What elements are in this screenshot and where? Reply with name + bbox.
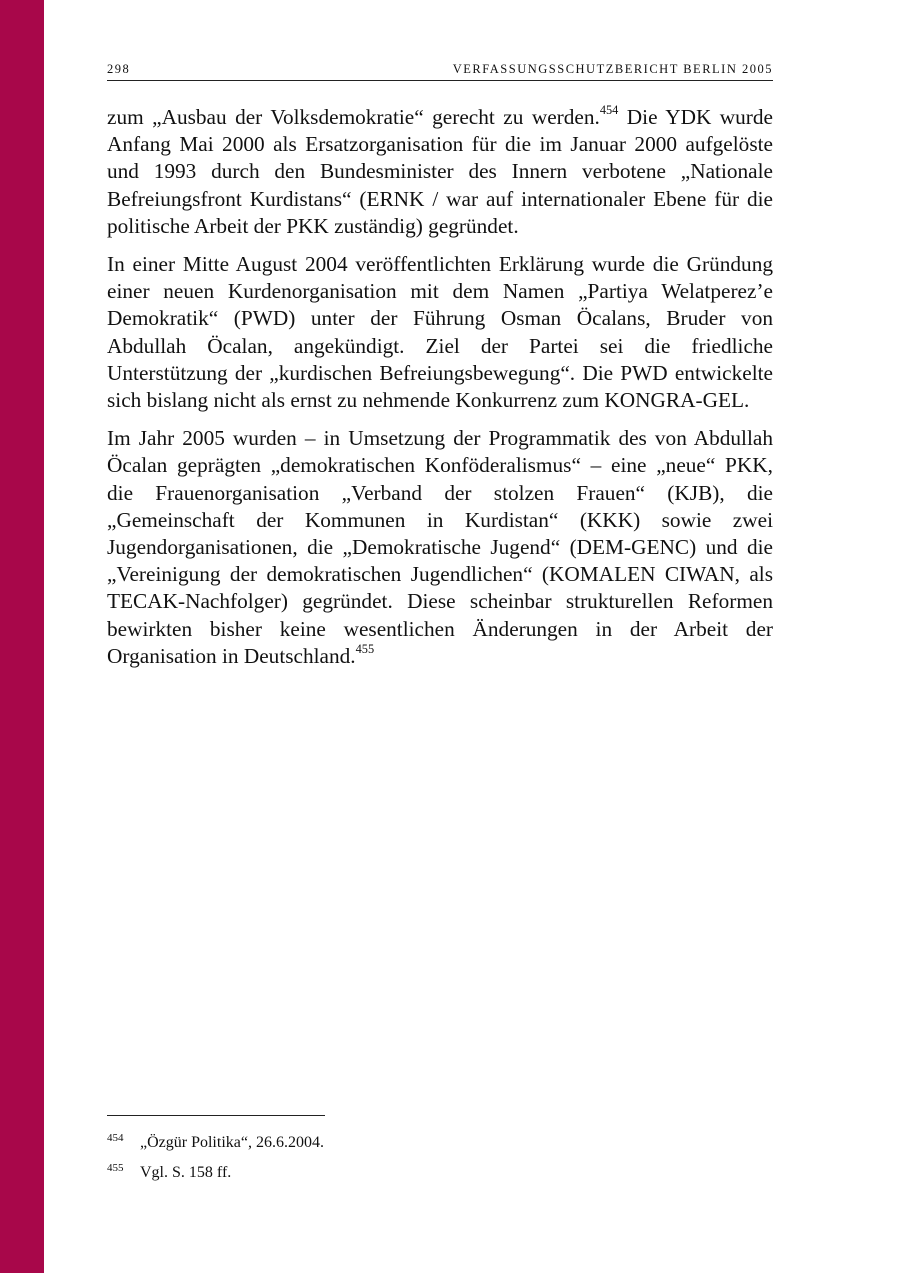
footnote-number: 454 <box>107 1132 124 1144</box>
footnote-ref-455[interactable]: 455 <box>355 641 375 656</box>
paragraph-1 <box>107 104 773 240</box>
footnote-454 <box>107 1132 773 1162</box>
footnote-text: „Özgür Politika“, 26.6.2004. <box>140 1134 324 1151</box>
footnote-text: Vgl. S. 158 ff. <box>140 1164 232 1181</box>
paragraph-1-text-start: zum „Ausbau der Volksdemokratie“ gerecht zu werden. <box>107 105 600 129</box>
running-header <box>107 62 773 81</box>
footnote-divider <box>107 1115 325 1116</box>
footnote-455 <box>107 1162 773 1192</box>
footnotes <box>107 1132 773 1192</box>
page-number: 298 <box>107 62 131 76</box>
main-text <box>107 104 773 681</box>
side-color-bar <box>0 0 44 1273</box>
header-title: VERFASSUNGSSCHUTZBERICHT BERLIN 2005 <box>452 62 773 76</box>
footnote-ref-454[interactable]: 454 <box>599 103 619 118</box>
paragraph-3-text: Im Jahr 2005 wurden – in Umsetzung der Programmatik des von Abdullah Öcalan geprägten „demokratischen Konföderalismus“ – eine „neue“ PKK, die Frauenorganisation „Verband der stolzen Frauen“ (KJB), die „Gemeinschaft der Kommunen in Kurdistan“ (KKK) sowie zwei Jugendorganisationen, die „Demokratische Jugend“ (DEM-GENC) und die „Vereinigung der demokratischen Jugendlichen“ (KOMALEN CIWAN, als TECAK-Nachfolger) gegründet. Diese scheinbar strukturellen Reformen bewirkten bisher keine wesentlichen Änderungen in der Arbeit der Organisation in Deutschland. <box>107 426 773 668</box>
paragraph-3 <box>107 425 773 670</box>
paragraph-1-text-end: Die YDK wurde Anfang Mai 2000 als Ersatzorganisation für die im Januar 2000 aufgelöste und 1993 durch den Bundesminister des Innern verbotene „Nationale Befreiungsfront Kurdistans“ (ERNK / war auf internationaler Ebene für die politische Arbeit der PKK zuständig) gegründet. <box>107 105 774 238</box>
footnote-number: 455 <box>107 1162 124 1174</box>
paragraph-2: In einer Mitte August 2004 veröffentlichten Erklärung wurde die Gründung einer neuen Kurdenorganisation mit dem Namen „Partiya Welatperez’e Demokratik“ (PWD) unter der Führung Osman Öcalans, Bruder von Abdullah Öcalan, angekündigt. Ziel der Partei sei die friedliche Unterstützung der „kurdischen Befreiungsbewegung“. Die PWD entwickelte sich bislang nicht als ernst zu nehmende Konkurrenz zum KONGRA-GEL. <box>107 252 773 413</box>
